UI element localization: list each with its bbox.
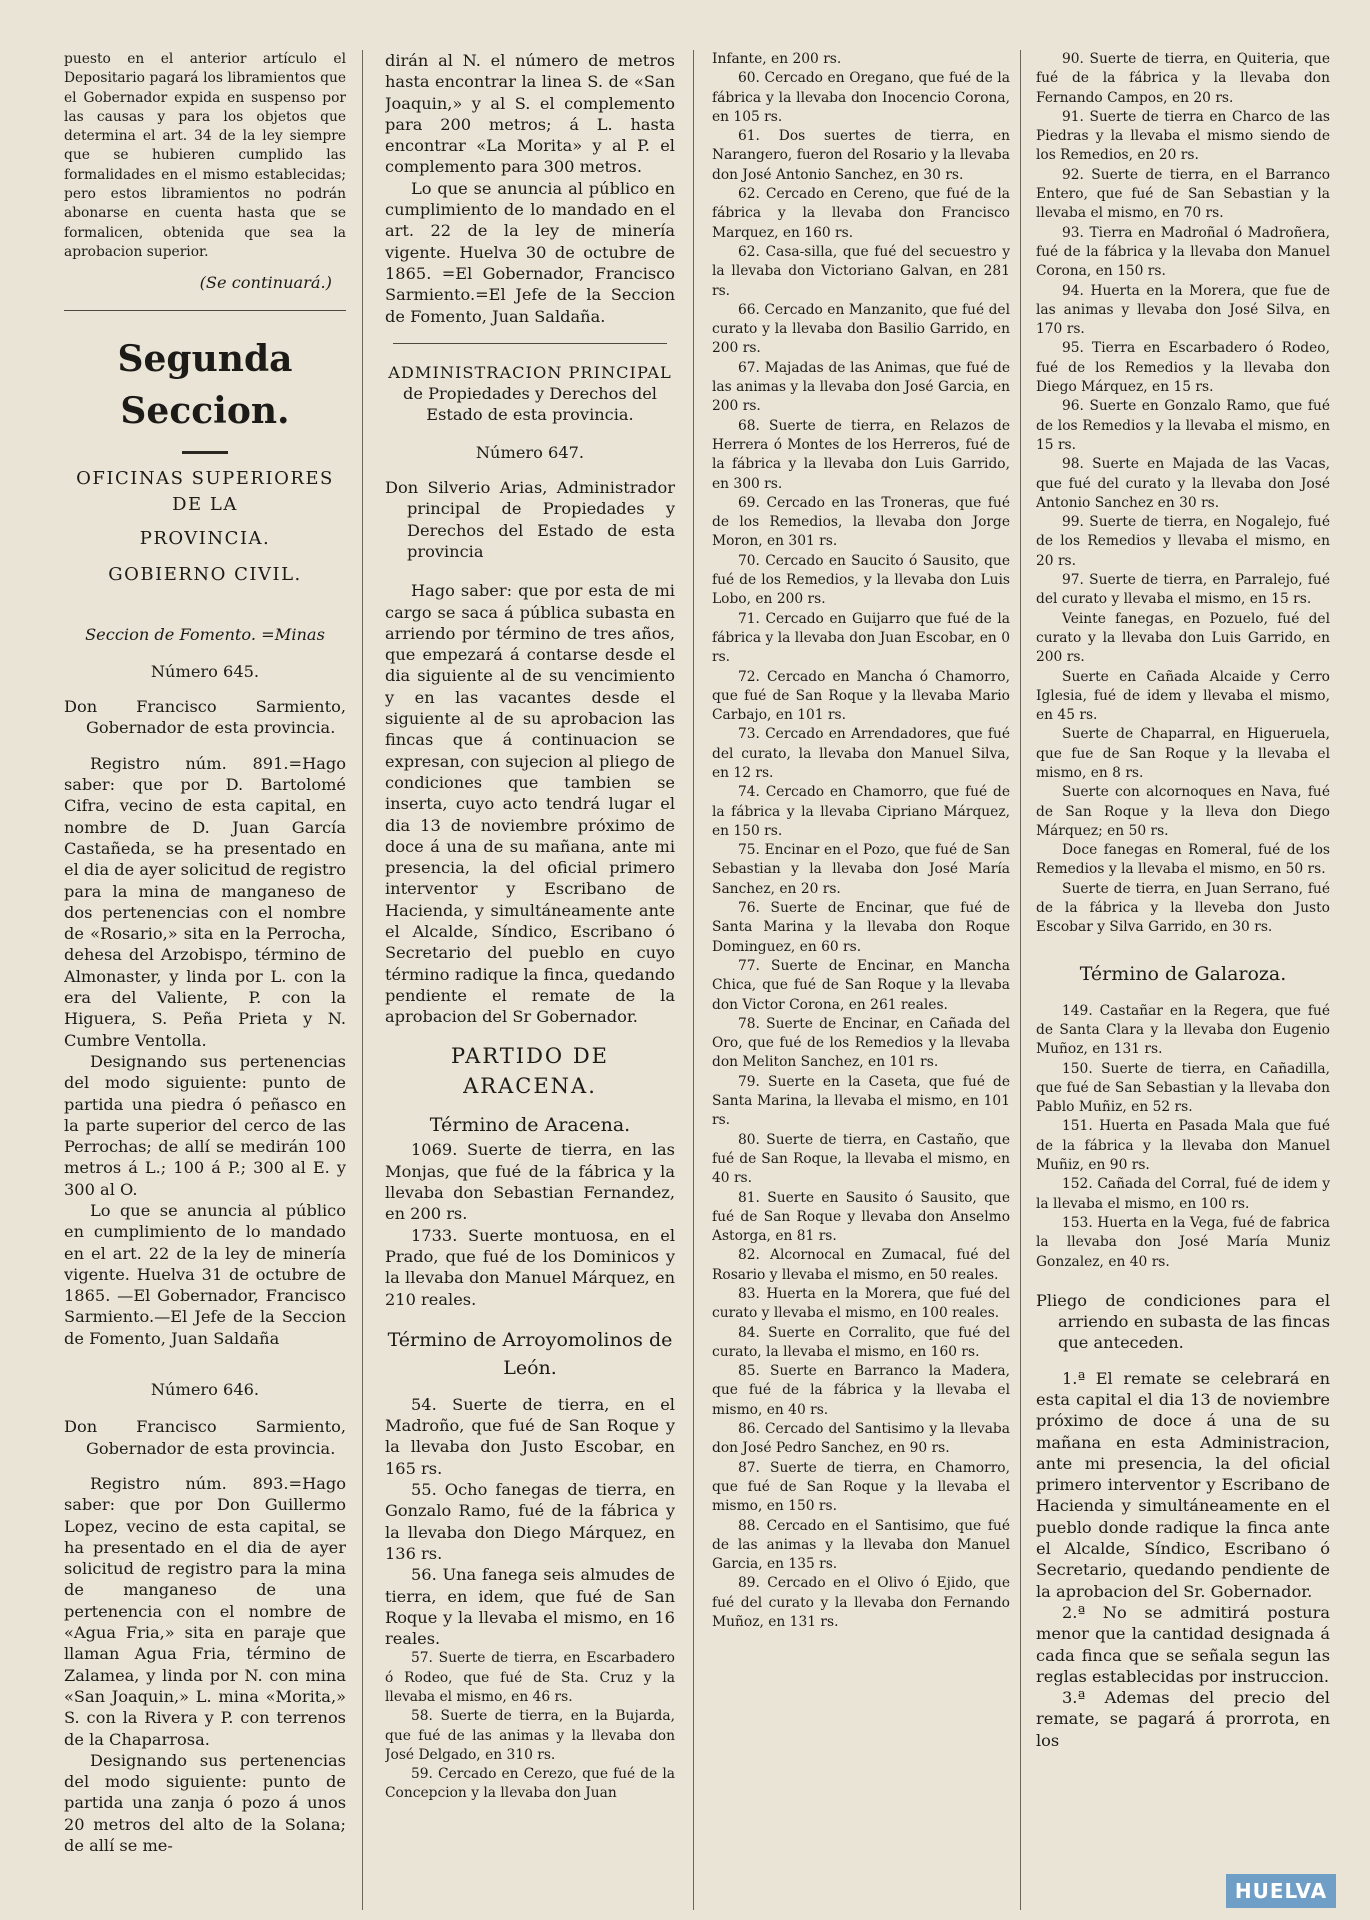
finca-58: 58. Suerte de tierra, en la Bujarda, que fué de las animas y la llevaba don José Delgado, en 310 rs. [385, 1708, 675, 1763]
finca-150: 150. Suerte de tierra, en Cañadilla, que fué de San Sebastian y la llevaba don Pablo Muñiz, en 52 rs. [1036, 1060, 1330, 1116]
finca-73: 73. Cercado en Arrendadores, que fué del curato, la llevaba don Manuel Silva, en 12 rs. [712, 726, 1010, 781]
finca-91: 91. Suerte de tierra en Charco de las Piedras y la llevaba el mismo siendo de los Remedios, en 20 rs. [1036, 108, 1330, 164]
column-3 [712, 50, 1010, 1632]
finca-70: 70. Cercado en Saucito ó Sausito, que fué de los Remedios, y la llevaba don Luis Lobo, en 200 rs. [712, 552, 1010, 608]
condicion-3: 3.ª Ademas del precio del remate, se pagará á prorrota, en los [1036, 1688, 1330, 1750]
finca-75: 75. Encinar en el Pozo, que fué de San Sebastian y la llevaba don José María Sanchez, en 20 rs. [712, 842, 1010, 897]
continued-note: (Se continuará.) [199, 273, 332, 293]
finca-83: 83. Huerta en la Morera, que fué del curato y llevaba el mismo, en 100 reales. [712, 1286, 1010, 1322]
condicion-1: 1.ª El remate se celebrará en esta capital el dia 13 de noviembre próximo de doce á una de su mañana en esta Administracion, ante mi presencia, la del oficial primero interventor y Escribano de Hacienda y simultáneamente en el pueblo donde radique la finca ante el Alcalde, Síndico, Escribano ó Secretario, quedando pendiente de la aprobacion del Sr. Gobernador. [1036, 1368, 1330, 1601]
finca-153: 153. Huerta en la Vega, fué de fabrica la llevaba don José María Muniz Gonzalez, en 40 rs. [1036, 1214, 1330, 1270]
finca-89: 89. Cercado en el Olivo ó Ejido, que fué del curato y la llevaba don Fernando Muñoz, en 131 rs. [712, 1575, 1010, 1631]
finca-68: 68. Suerte de tierra, en Relazos de Herrera ó Montes de los Herreros, fué de la fábrica y la llevaba don Luis Garrido, en 300 rs. [712, 417, 1010, 492]
governor-645: Don Francisco Sarmiento, Gobernador de esta provincia. [64, 697, 346, 738]
condicion-2: 2.ª No se admitirá postura menor que la cantidad designada á cada finca que se señala segun las reglas establecidas por instruccion. [1036, 1602, 1330, 1686]
continued-59: Infante, en 200 rs. [712, 51, 842, 67]
finca-95: 95. Tierra en Escarbadero ó Rodeo, fué de los Remedios y la llevaba don Diego Márquez, en 15 rs. [1036, 340, 1330, 396]
finca-99: 99. Suerte de tierra, en Nogalejo, fué de los Remedios y llevaba el mismo, en 20 rs. [1036, 514, 1330, 569]
finca-82: 82. Alcornocal en Zumacal, fué del Rosario y llevaba el mismo, en 50 reales. [712, 1247, 1010, 1283]
finca-1733: 1733. Suerte montuosa, en el Prado, que fué de los Dominicos y la llevaba don Manuel Márquez, en 210 reales. [385, 1225, 675, 1309]
finca-152: 152. Cañada del Corral, fué de idem y la llevaba el mismo, en 100 rs. [1036, 1176, 1330, 1212]
finca-84: 84. Suerte en Corralito, que fué del curato, la llevaba el mismo, en 160 rs. [712, 1324, 1010, 1360]
termino-arroyomolinos: Término de Arroyomolinos de León. [387, 1328, 673, 1379]
finca-66: 66. Cercado en Manzanito, que fué del curato y la llevaba don Basilio Garrido, en 200 rs. [712, 301, 1010, 357]
termino-galaroza: Término de Galaroza. [1079, 962, 1287, 985]
continued-article: puesto en el anterior artículo el Depositario pagará los libramientos que el Gobernador expida en suspenso por las causas y para los objetos que determina el art. 34 de la ley siempre que se hubieren cumplido las formalidades en el mismo establecidas; pero estos libramientos no podrán abonarse en cuenta hasta que se formalicen, obtenida que sea la aprobacion superior. [64, 51, 346, 260]
offices-heading-2: PROVINCIA. [139, 527, 271, 549]
anuncio-891: Lo que se anuncia al público en cumplimiento de lo mandado en el art. 22 de la ley de minería vigente. Huelva 31 de octubre de 1865. —El Gobernador, Francisco Sarmiento.—El Jefe de la Seccion de Fomento, Juan Saldaña [64, 1200, 346, 1348]
finca-97: 97. Suerte de tierra, en Parralejo, fué del curato y llevaba el mismo, en 15 rs. [1036, 572, 1330, 608]
offices-heading: OFICINAS SUPERIORES DE LA [76, 467, 334, 515]
finca-54: 54. Suerte de tierra, en el Madroño, que fué de San Roque y la llevaba don Justo Escobar, en 165 rs. [385, 1394, 675, 1478]
finca-56: 56. Una fanega seis almudes de tierra, en idem, que fué de San Roque y la llevaba el mismo, en 16 reales. [385, 1565, 675, 1649]
finca-151: 151. Huerta en Pasada Mala que fué de la fábrica y la llevaba don Manuel Muñiz, en 90 rs. [1036, 1118, 1330, 1174]
anuncio-893: Lo que se anuncia al público en cumplimiento de lo mandado en el art. 22 de la ley de minería vigente. Huelva 30 de octubre de 1865. =El Gobernador, Francisco Sarmiento.=El Jefe de la Seccion de Fomento, Juan Saldaña. [385, 178, 675, 326]
finca-149: 149. Castañar en la Regera, que fué de Santa Clara y la llevaba don Eugenio Muñoz, en 131 rs. [1036, 1002, 1330, 1058]
registro-893: Registro núm. 893.=Hago saber: que por Don Guillermo Lopez, vecino de esta capital, se ha presentado en el dia de ayer solicitud de registro para la mina de manganeso de una pertenencia con el nombre de «Agua Fria,» sita en paraje que llaman Agua Fria, término de Zalamea, y linda por N. con mina «San Joaquin,» L. mina «Morita,» S. con la Rivera y P. con terrenos de la Chaparrosa. [64, 1473, 346, 1749]
finca-80: 80. Suerte de tierra, en Castaño, que fué de San Roque, la llevaba el mismo, en 40 rs. [712, 1131, 1010, 1187]
finca-62a: 62. Cercado en Cereno, que fué de la fábrica y la llevaba don Francisco Marquez, en 160 rs. [712, 186, 1010, 241]
numero-646: Número 646. [150, 1380, 260, 1400]
column-rule [362, 50, 363, 1910]
archive-watermark: HUELVA [1226, 1874, 1336, 1908]
finca-74: 74. Cercado en Chamorro, que fué de la fábrica y la llevaba Cipriano Márquez, en 150 rs. [712, 784, 1010, 839]
governor-646: Don Francisco Sarmiento, Gobernador de esta provincia. [64, 1417, 346, 1458]
administrador: Don Silverio Arias, Administrador principal de Propiedades y Derechos del Estado de esta provincia [385, 478, 675, 561]
finca-romeral: Doce fanegas en Romeral, fué de los Remedios y la llevaba el mismo, en 50 rs. [1036, 842, 1330, 878]
finca-93: 93. Tierra en Madroñal ó Madroñera, fué de la fábrica y la llevaba don Manuel Corona, en 150 rs. [1036, 224, 1330, 280]
finca-alcornoques: Suerte con alcornoques en Nava, fué de San Roque y la lleva don Diego Márquez; en 50 rs. [1036, 784, 1330, 839]
finca-90: 90. Suerte de tierra, en Quiteria, que fué de la fábrica y la llevaba don Fernando Campos, en 20 rs. [1036, 51, 1330, 106]
finca-81: 81. Suerte en Sausito ó Sausito, que fué de San Roque y llevaba don Anselmo Astorga, en 81 rs. [712, 1189, 1010, 1245]
finca-72: 72. Cercado en Mancha ó Chamorro, que fué de San Roque y la llevaba Mario Carbajo, en 101 rs. [712, 668, 1010, 724]
hago-saber: Hago saber: que por esta de mi cargo se saca á pública subasta en arriendo por término de tres años, que empezará á contarse desde el dia siguiente al de su vencimiento y en las vacantes desde el siguiente al de su aprobacion las fincas que á continuacion se expresan, con sujecion al pliego de condiciones que tambien se inserta, cuyo acto tendrá lugar el dia 13 de noviembre próximo de doce á una de su mañana, ante mi presencia, la del oficial primero interventor y Escribano de Hacienda, y simultáneamente ante el Alcalde, Síndico, Escribano ó Secretario del pueblo en cuyo término radique la finca, quedando pendiente el remate de la aprobacion del Sr Gobernador. [385, 581, 675, 1027]
finca-98: 98. Suerte en Majada de las Vacas, que fué del curato y la llevaba don José Antonio Sanchez en 30 rs. [1036, 456, 1330, 511]
column-rule [1020, 50, 1021, 1910]
finca-96: 96. Suerte en Gonzalo Ramo, que fué de los Remedios y la llevaba el mismo, en 15 rs. [1036, 398, 1330, 453]
finca-94: 94. Huerta en la Morera, que fue de las animas y llevaba don José Silva, en 170 rs. [1036, 282, 1330, 338]
finca-juan-serrano: Suerte de tierra, en Juan Serrano, fué de la fábrica y la lleveba don Justo Escobar y Silva Garrido, en 30 rs. [1036, 880, 1330, 936]
finca-55: 55. Ocho fanegas de tierra, en Gonzalo Ramo, fué de la fábrica y la llevaba don Diego Márquez, en 136 rs. [385, 1480, 675, 1563]
continued-893: dirán al N. el número de metros hasta encontrar la linea S. de «San Joaquin,» y al S. el complemento para 200 metros; á L. hasta encontrar «La Morita» y al P. el complemento para 300 metros. [385, 51, 675, 177]
column-2 [385, 50, 675, 1804]
finca-77: 77. Suerte de Encinar, en Mancha Chica, que fué de San Roque y la llevaba don Victor Corona, en 261 reales. [712, 957, 1010, 1013]
column-rule [693, 50, 694, 1910]
column-1 [64, 50, 346, 1856]
finca-59: 59. Cercado en Cerezo, que fué de la Concepcion y la llevaba don Juan [385, 1766, 675, 1802]
numero-647: Número 647. [475, 442, 585, 462]
finca-67: 67. Majadas de las Animas, que fué de las animas y la llevaba don José Garcia, en 200 rs. [712, 359, 1010, 415]
administracion-subheading: de Propiedades y Derechos del Estado de esta provincia. [403, 384, 657, 425]
numero-645: Número 645. [150, 661, 260, 681]
finca-canada-alcaide: Suerte en Cañada Alcaide y Cerro Iglesia, fué de idem y llevaba el mismo, en 45 rs. [1036, 668, 1330, 724]
finca-60: 60. Cercado en Oregano, que fué de la fábrica y la llevaba don Inocencio Corona, en 105 rs. [712, 70, 1010, 125]
finca-92: 92. Suerte de tierra, en el Barranco Entero, que fué de San Sebastian y la llevaba el mismo, en 70 rs. [1036, 166, 1330, 222]
administracion-heading: ADMINISTRACION PRINCIPAL [388, 362, 672, 382]
finca-78: 78. Suerte de Encinar, en Cañada del Oro, que fué de los Remedios y la llevaba don Meliton Sanchez, en 101 rs. [712, 1015, 1010, 1071]
seccion-fomento: Seccion de Fomento. =Minas [85, 624, 325, 644]
finca-76: 76. Suerte de Encinar, que fué de Santa Marina y la llevaba don Roque Dominguez, en 60 rs. [712, 900, 1010, 955]
pliego-condiciones: Pliego de condiciones para el arriendo en subasta de las fincas que anteceden. [1036, 1290, 1330, 1353]
finca-71: 71. Cercado en Guijarro que fué de la fábrica y la llevaba don Juan Escobar, en 0 rs. [712, 610, 1010, 666]
section-title: Segunda Seccion. [117, 337, 293, 432]
finca-veinte-fanegas: Veinte fanegas, en Pozuelo, fué del curato y la llevaba don Luis Garrido, en 200 rs. [1036, 610, 1330, 666]
finca-61: 61. Dos suertes de tierra, en Narangero, fueron del Rosario y la llevaba don José Antonio Sanchez, en 30 rs. [712, 128, 1010, 183]
registro-891: Registro núm. 891.=Hago saber: que por D. Bartolomé Cifra, vecino de esta capital, en nombre de D. Juan García Castañeda, se ha presentado en el dia de ayer solicitud de registro para la mina de manganeso de dos pertenencias con el nombre de «Rosario,» sita en la Perrocha, dehesa del Arzobispo, término de Almonaster, y linda por L. con la era del Valiente, P. con la Higuera, S. Peña Prieta y N. Cumbre Ventolla. [64, 753, 346, 1050]
termino-aracena: Término de Aracena. [429, 1114, 631, 1137]
finca-88: 88. Cercado en el Santisimo, que fué de las animas y la llevaba don Manuel Garcia, en 135 rs. [712, 1517, 1010, 1573]
finca-79: 79. Suerte en la Caseta, que fué de Santa Marina, la llevaba el mismo, en 101 rs. [712, 1073, 1010, 1129]
finca-57: 57. Suerte de tierra, en Escarbadero ó Rodeo, que fué de Sta. Cruz y la llevaba el mismo, en 46 rs. [385, 1650, 675, 1705]
designando-891: Designando sus pertenencias del modo siguiente: punto de partida una piedra ó peñasco en la parte superior del cerco de las Perrochas; de allí se medirán 100 metros á L.; 100 á P.; 300 al E. y 300 al O. [64, 1051, 346, 1199]
finca-1069: 1069. Suerte de tierra, en las Monjas, que fué de la fábrica y la llevaba don Sebastian Fernandez, en 200 rs. [385, 1140, 675, 1224]
finca-87: 87. Suerte de tierra, en Chamorro, que fué de San Roque y la llevaba el mismo, en 150 rs. [712, 1459, 1010, 1515]
gobierno-civil-heading: GOBIERNO CIVIL. [108, 563, 302, 585]
designando-893: Designando sus pertenencias del modo siguiente: punto de partida una zanja ó pozo á unos 20 metros del alto de la Solana; de allí se me- [64, 1750, 346, 1855]
finca-chaparral: Suerte de Chaparral, en Higueruela, que fue de San Roque y la llevaba el mismo, en 8 rs. [1036, 726, 1330, 781]
column-4 [1036, 50, 1330, 1751]
partido-aracena: PARTIDO DE ARACENA. [450, 1044, 609, 1099]
finca-86: 86. Cercado del Santisimo y la llevaba don José Pedro Sanchez, en 90 rs. [712, 1421, 1010, 1457]
finca-69: 69. Cercado en las Troneras, que fué de los Remedios, la llevaba don Jorge Moron, en 301 rs. [712, 494, 1010, 550]
finca-62b: 62. Casa-silla, que fué del secuestro y la llevaba don Victoriano Galvan, en 281 rs. [712, 243, 1010, 299]
finca-85: 85. Suerte en Barranco la Madera, que fué de la fábrica y la llevaba el mismo, en 40 rs. [712, 1363, 1010, 1418]
